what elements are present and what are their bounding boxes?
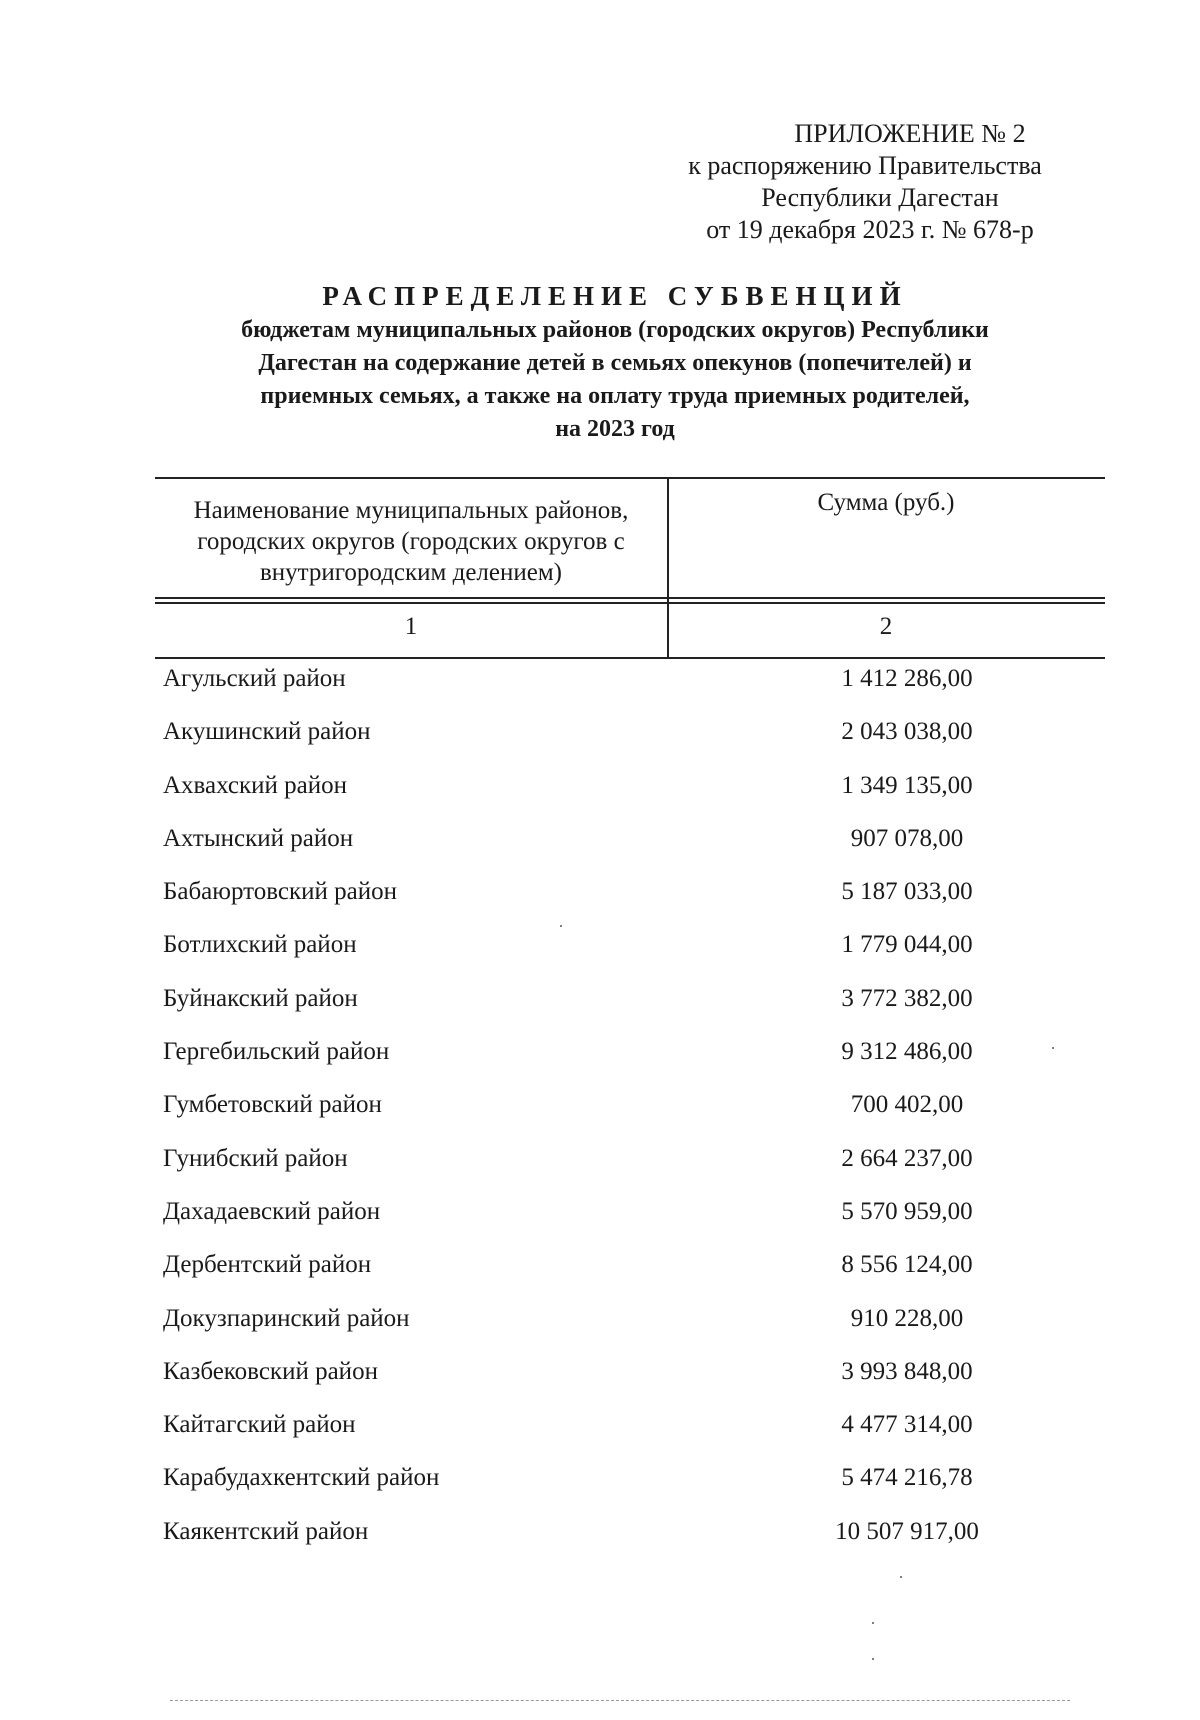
subsidy-sum: 1 349 135,00 xyxy=(841,771,973,799)
header-name-line: внутригородским делением) xyxy=(259,559,562,586)
subsidy-sum: 4 477 314,00 xyxy=(841,1411,973,1439)
title-sub-line: Дагестан на содержание детей в семьях опекунов (попечителей) и xyxy=(258,350,972,376)
title-sub-line: бюджетам муниципальных районов (городских округов) Республики xyxy=(241,317,989,343)
appendix-number: ПРИЛОЖЕНИЕ № 2 xyxy=(794,119,1026,148)
title-sub-line: на 2023 год xyxy=(555,416,675,442)
subsidy-sum: 907 078,00 xyxy=(850,824,964,852)
scan-speck xyxy=(872,1658,874,1660)
district-name: Ахтынский район xyxy=(163,824,354,852)
district-name: Казбековский район xyxy=(163,1357,378,1385)
table-row xyxy=(155,1464,1105,1517)
district-name: Акушинский район xyxy=(163,718,371,746)
district-name: Гунибский район xyxy=(163,1144,348,1172)
subsidy-sum: 8 556 124,00 xyxy=(841,1251,973,1279)
table-row xyxy=(155,1358,1105,1411)
header-name-cell xyxy=(155,495,667,588)
appendix-authority: Республики Дагестан xyxy=(761,183,999,212)
title-main: РАСПРЕДЕЛЕНИЕ СУБВЕНЦИЙ xyxy=(322,281,908,311)
district-name: Буйнакский район xyxy=(163,984,358,1012)
district-name: Каякентский район xyxy=(163,1517,369,1545)
subsidy-sum: 700 402,00 xyxy=(850,1091,964,1119)
subsidy-sum: 3 772 382,00 xyxy=(841,984,973,1012)
header-name-line: городских округов (городских округов с xyxy=(197,528,625,555)
table-row xyxy=(155,1411,1105,1464)
table-row xyxy=(155,665,1105,718)
subsidy-sum: 3 993 848,00 xyxy=(841,1357,973,1385)
table-row xyxy=(155,825,1105,878)
table-row xyxy=(155,985,1105,1038)
scan-speck xyxy=(900,1576,902,1578)
subsidy-sum: 2 664 237,00 xyxy=(841,1144,973,1172)
table-row xyxy=(155,772,1105,825)
district-name: Ахвахский район xyxy=(163,771,348,799)
subsidy-sum: 5 474 216,78 xyxy=(841,1464,973,1492)
table-row xyxy=(155,1198,1105,1251)
header-name-line: Наименование муниципальных районов, xyxy=(193,497,629,524)
title-sub-line: приемных семьях, а также на оплату труда приемных родителей, xyxy=(260,383,970,409)
table-row xyxy=(155,1305,1105,1358)
appendix-date: от 19 декабря 2023 г. № 678-р xyxy=(706,215,1034,244)
appendix-reference: к распоряжению Правительства xyxy=(688,151,1042,180)
district-name: Карабудахкентский район xyxy=(163,1464,440,1492)
district-name: Агульский район xyxy=(163,665,346,692)
table-row xyxy=(155,1145,1105,1198)
subsidy-sum: 5 570 959,00 xyxy=(841,1197,973,1225)
scan-speck xyxy=(872,1622,874,1624)
table-top-border xyxy=(155,477,1105,479)
appendix-header xyxy=(600,118,1100,246)
table-row xyxy=(155,1038,1105,1091)
subsidy-sum: 5 187 033,00 xyxy=(841,878,973,906)
district-name: Кайтагский район xyxy=(163,1411,356,1439)
table-row xyxy=(155,718,1105,771)
subsidy-sum: 1 412 286,00 xyxy=(841,665,973,692)
district-name: Дахадаевский район xyxy=(163,1197,381,1225)
column-number-1: 1 xyxy=(404,613,418,640)
table-row xyxy=(155,1251,1105,1304)
scan-edge xyxy=(170,1700,1070,1702)
subsidy-sum: 10 507 917,00 xyxy=(835,1517,979,1545)
district-name: Дербентский район xyxy=(163,1251,372,1279)
subsidy-sum: 910 228,00 xyxy=(850,1304,964,1332)
scan-speck xyxy=(1052,1047,1054,1049)
district-name: Гергебильский район xyxy=(163,1038,390,1066)
header-divider xyxy=(155,597,1105,599)
table-row xyxy=(155,931,1105,984)
subsidy-table-body xyxy=(155,665,1105,1571)
district-name: Ботлихский район xyxy=(163,931,357,959)
scan-speck xyxy=(560,925,562,927)
subsidy-sum: 2 043 038,00 xyxy=(841,718,973,746)
header-sum-label: Сумма (руб.) xyxy=(817,489,955,516)
subsidy-sum: 1 779 044,00 xyxy=(841,931,973,959)
header-divider-double xyxy=(155,602,1105,604)
district-name: Гумбетовский район xyxy=(163,1091,382,1119)
subsidy-sum: 9 312 486,00 xyxy=(841,1038,973,1066)
table-row xyxy=(155,878,1105,931)
district-name: Докузпаринский район xyxy=(163,1304,410,1332)
numbers-divider xyxy=(155,657,1105,659)
table-row xyxy=(155,1091,1105,1144)
header-sum-cell xyxy=(667,487,1105,518)
district-name: Бабаюртовский район xyxy=(163,878,397,906)
document-title xyxy=(140,278,1090,446)
table-row xyxy=(155,1518,1105,1571)
column-number-2: 2 xyxy=(879,613,893,640)
